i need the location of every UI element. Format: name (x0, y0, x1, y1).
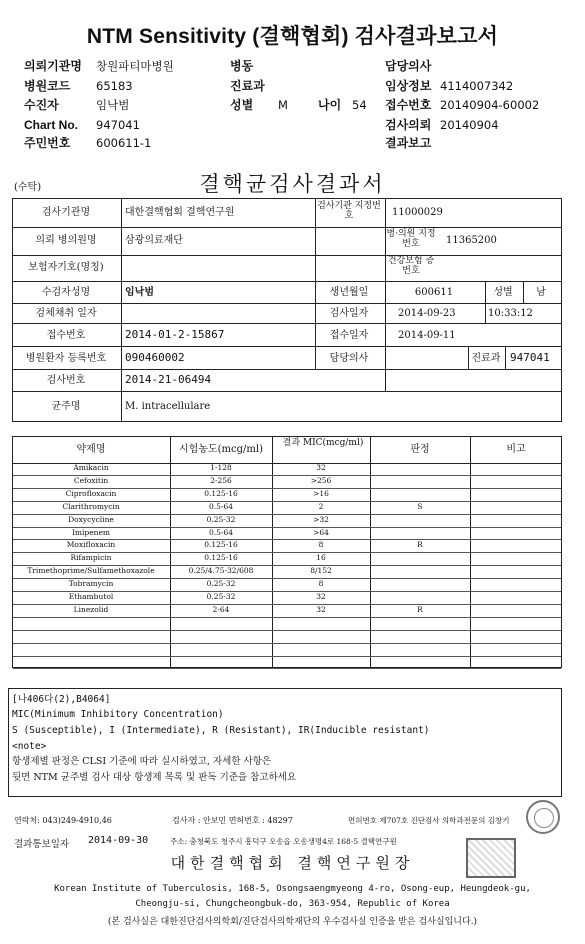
req-hosp-value: 삼광의료재단 (125, 235, 183, 246)
dept-label: 진료과 (230, 79, 265, 93)
table-cell-drug: Cefoxitin (73, 475, 109, 485)
table-row-line (13, 668, 561, 669)
health-card-label: 건강보험 증번호 (387, 256, 435, 276)
test-time-value: 10:33:12 (488, 308, 533, 319)
table-cell-range: 2-256 (210, 475, 232, 485)
table-cell-drug: Amikacin (73, 463, 109, 472)
report-title: NTM Sensitivity (결핵협회) 검사결과보고서 (86, 25, 499, 48)
footer-en-line-1: Korean Institute of Tuberculosis, 168-5, Osongsaengmyeong 4-ro, Osong-eup, Heungdeok-gu, (54, 884, 531, 894)
note-line-1: 항생제별 판정은 CLSI 기준에 따라 실시하였고, 자세한 사항은 (12, 756, 272, 767)
rrn-value: 600611-1 (96, 136, 152, 150)
receipt-label: 접수번호 (385, 98, 432, 112)
lab-desig-value: 11000029 (392, 207, 443, 218)
table-cell-range: 2-64 (212, 604, 230, 614)
table-cell-drug: Ethambutol (68, 592, 114, 601)
table-row-line (13, 617, 561, 618)
table-cell-mic: 32 (316, 463, 326, 472)
remark-header: 비고 (506, 444, 526, 455)
table-cell-range: 0.25/4.75-32/608 (188, 566, 254, 576)
table-cell-drug: Tobramycin (68, 579, 114, 589)
table-cell-range: 0.125-16 (204, 540, 238, 550)
table-cell-range: 0.5-64 (208, 527, 233, 537)
footer-contact: 연락처: 043)249-4910,46 (14, 816, 112, 825)
chart-label: Chart No. (24, 118, 78, 132)
test-date-value: 2014-09-23 (398, 308, 456, 319)
doc-title: 결핵균검사결과서 (199, 172, 386, 196)
patient-reg-label: 병원환자 등록번호 (25, 353, 107, 364)
table-cell-range: 0.25-32 (206, 579, 236, 589)
mic-definition: MIC(Minimum Inhibitory Concentration) (12, 709, 224, 720)
sex-value: M (278, 98, 288, 112)
table-row-line (13, 656, 561, 657)
table-row-line (13, 630, 561, 631)
note-line-2: 뒷면 NTM 균주별 검사 대상 항생제 목록 및 판독 기준을 참고하세요 (12, 772, 296, 783)
table-cell-mic: 32 (316, 604, 326, 614)
examinee-name-value: 임낙범 (125, 287, 154, 298)
collect-date-label: 검체채취 일자 (35, 308, 97, 319)
table-row-line (13, 643, 561, 644)
institution-label: 의뢰기관명 (24, 59, 82, 73)
table-cell-mic: 8 (318, 540, 324, 550)
examinee-label: 수진자 (24, 98, 59, 112)
request-value: 20140904 (440, 118, 499, 132)
age-value: 54 (352, 98, 367, 112)
chart-value: 947041 (96, 118, 140, 132)
mic-header: 결과 MIC(mcg/ml) (282, 438, 364, 448)
test-date-label: 검사일자 (329, 308, 369, 319)
dept-form-value: 947041 (510, 351, 550, 364)
doc-subtitle: (수탁) (14, 182, 42, 193)
table-cell-range: 0.125-16 (204, 553, 238, 563)
table-cell-mic: >16 (313, 488, 329, 498)
doctor-label: 담당의사 (385, 59, 432, 73)
table-cell-drug: Clarithromycin (62, 501, 120, 511)
age-label: 나이 (318, 98, 342, 112)
receipt-no-label: 접수번호 (46, 330, 86, 341)
clinical-label: 임상정보 (385, 79, 432, 93)
institution-value: 창원파티마병원 (96, 59, 174, 73)
sex-form-label: 성별 (493, 287, 513, 298)
footer-address: 주소: 충청북도 청주시 흥덕구 오송읍 오송생명4로 168-5 결핵연구원 (170, 837, 397, 846)
examinee-value: 임낙범 (96, 98, 130, 112)
doctor-form-label: 담당의사 (329, 353, 369, 364)
seal-stamp (526, 800, 560, 834)
table-cell-range: 1-128 (210, 463, 232, 472)
range-header: 시험농도(mcg/ml) (179, 444, 263, 455)
species-label: 균주명 (51, 401, 81, 412)
lab-name-value: 대한결핵협회 결핵연구원 (125, 207, 235, 218)
table-cell-drug: Imipenem (71, 527, 111, 537)
species-value: M. intracellulare (125, 401, 211, 412)
report-date-label: 결과통보일자 (14, 839, 70, 850)
hospital-code-label: 병원코드 (24, 79, 71, 93)
table-cell-range: 0.5-64 (208, 501, 233, 511)
table-cell-drug: Moxifloxacin (66, 540, 116, 550)
footer-en-line-2: Cheongju-si, Chungcheongbuk-do, 363-954, Republic of Korea (135, 899, 450, 909)
table-cell-mic: 2 (318, 501, 324, 511)
dob-label: 생년월일 (329, 287, 369, 298)
footer-examiner: 검사자 : 안보민 면허번호 : 48297 (172, 816, 293, 825)
interp-header: 판정 (410, 444, 430, 455)
table-cell-interp: S (417, 501, 423, 511)
receipt-date-label: 접수일자 (329, 330, 369, 341)
receipt-no-value: 2014-01-2-15867 (125, 328, 225, 341)
table-cell-drug: Linezolid (73, 604, 109, 614)
report-label: 결과보고 (385, 136, 432, 150)
table-cell-mic: >32 (313, 514, 329, 524)
table-cell-range: 0.25-32 (206, 514, 236, 524)
req-desig-label: 병·의원 지정번호 (386, 229, 436, 249)
table-cell-drug: Ciprofloxacin (65, 488, 117, 498)
dob-value: 600611 (414, 287, 454, 298)
table-cell-range: 0.125-16 (204, 488, 238, 498)
insurer-label: 보험자기호(명칭) (28, 262, 104, 273)
req-hosp-label: 의뢰 병의원명 (35, 235, 97, 246)
test-no-label: 검사번호 (46, 375, 86, 386)
dept-form-label: 진료과 (471, 353, 501, 364)
clinical-value: 4114007342 (440, 79, 514, 93)
hospital-code-value: 65183 (96, 79, 133, 93)
report-date-value: 2014-09-30 (88, 835, 149, 846)
table-cell-interp: R (417, 540, 423, 550)
table-cell-drug: Doxycycline (68, 514, 114, 524)
lab-desig-label: 검사기관 지정번호 (317, 201, 381, 221)
test-no-value: 2014-21-06494 (125, 373, 212, 386)
footer-director: 면허번호 제707호 진단검사 의학과전문의 김창기 (348, 816, 510, 825)
table-cell-mic: 32 (316, 592, 326, 601)
note-tag: <note> (12, 741, 47, 752)
table-cell-mic: >256 (310, 475, 332, 485)
req-desig-value: 11365200 (446, 235, 497, 246)
receipt-value: 20140904-60002 (440, 98, 540, 112)
table-cell-drug: Rifampicin (70, 553, 112, 563)
table-cell-mic: 16 (316, 553, 326, 563)
patient-reg-value: 090460002 (125, 351, 185, 364)
code-line: [나406다(2),B4064] (12, 694, 111, 705)
drug-header: 약제명 (76, 444, 106, 455)
receipt-date-value: 2014-09-11 (398, 330, 456, 341)
table-cell-interp: R (417, 604, 423, 614)
table-cell-range: 0.25-32 (206, 592, 236, 601)
examinee-name-label: 수검자성명 (41, 287, 91, 298)
table-cell-drug: Trimethoprime/Sulfamethoxazole (27, 566, 155, 576)
table-cell-mic: 8/152 (310, 566, 332, 576)
rrn-label: 주민번호 (24, 136, 71, 150)
request-label: 검사의뢰 (385, 118, 432, 132)
lab-name-label: 검사기관명 (41, 207, 91, 218)
footer-cert-line: (본 검사실은 대한진단검사의학회/진단검사의학재단의 우수검사실 인증을 받은 검사실입니다.) (107, 917, 478, 927)
table-cell-mic: >64 (313, 527, 329, 537)
interp-legend: S (Susceptible), I (Intermediate), R (Resistant), IR(Inducible resistant) (12, 725, 430, 736)
sex-label: 성별 (230, 98, 254, 112)
ward-label: 병동 (230, 59, 254, 73)
table-cell-mic: 8 (318, 579, 324, 589)
org-name: 대한결핵협회 결핵연구원장 (170, 854, 415, 872)
sex-form-value: 남 (536, 287, 546, 298)
director-stamp (466, 838, 516, 878)
